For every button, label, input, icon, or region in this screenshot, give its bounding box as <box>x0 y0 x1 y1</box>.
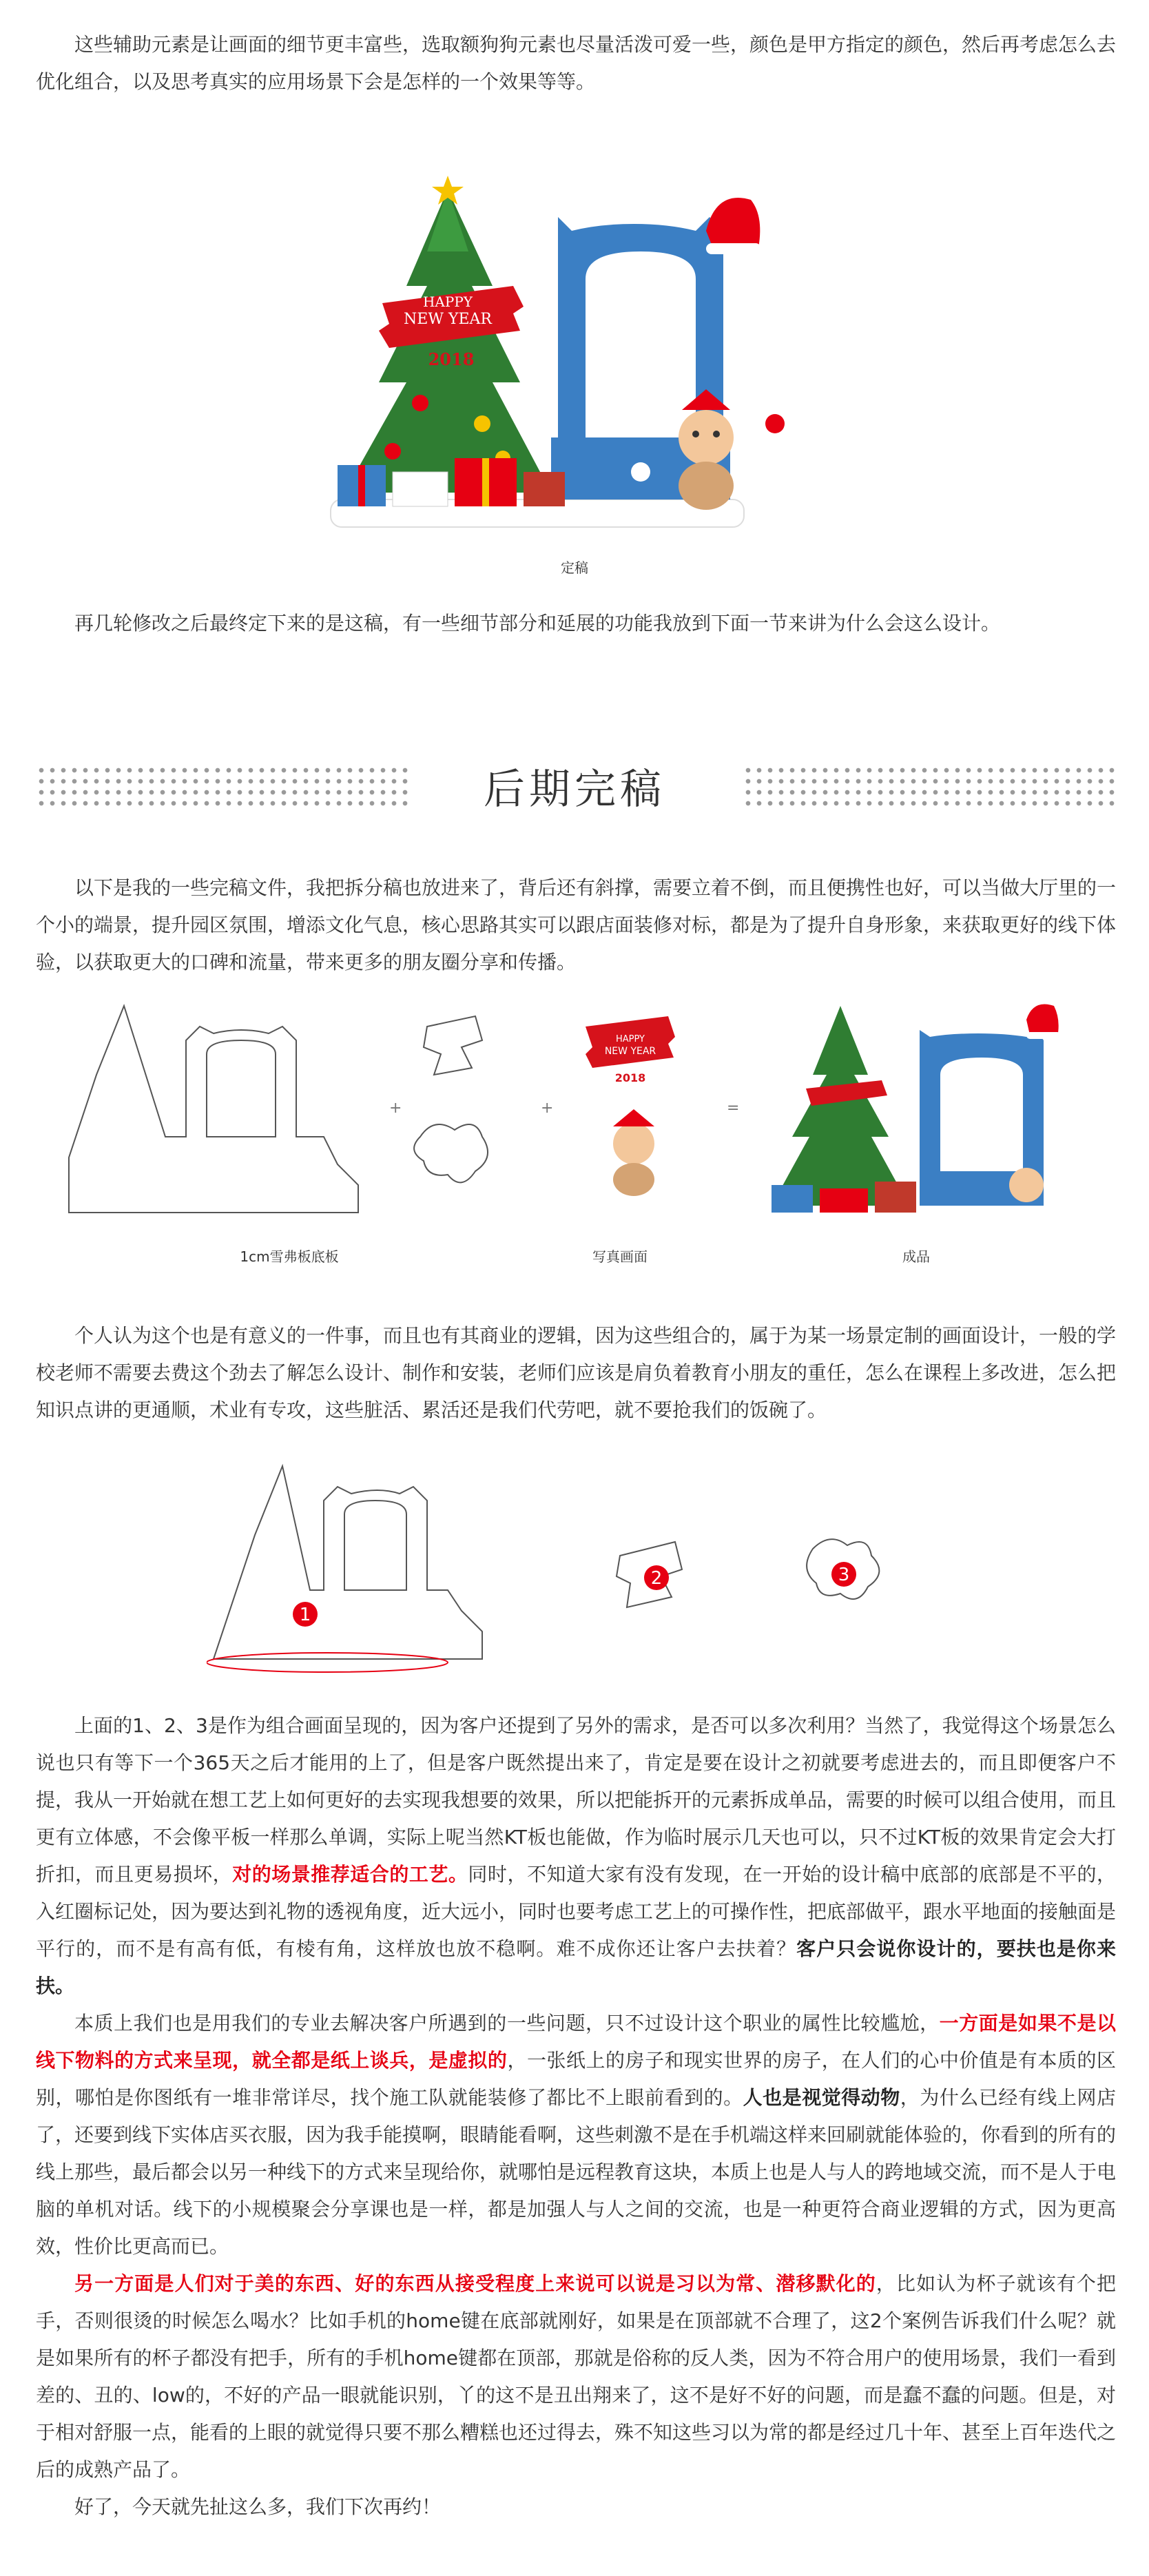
svg-text:HAPPY: HAPPY <box>615 1034 645 1044</box>
board-outline <box>69 1006 358 1213</box>
intro-paragraph: 这些辅助元素是让画面的细节更丰富些，选取额狗狗元素也尽量活泼可爱一些，颜色是甲方指定的颜色，然后再考虑怎么去优化组合，以及思考真实的应用场景下会是怎样的一个效果等等。 <box>36 33 1117 93</box>
paragraph-essence: 本质上我们也是用我们的专业去解决客户所遇到的一些问题，只不过设计这个职业的属性比较尴尬，一方面是如果不是以线下物料的方式来呈现，就全都是纸上谈兵，是虚拟的，一张纸上的房子和现实世界的房子，在人们的心中价值是有本质的区别，哪怕是你图纸有一堆非常详尽，找个施工队就能装修了都比不上眼前看到的。人也是视觉得动物，为什么已经有线上网店了，还要到线下实体店买衣服，因为我手能摸啊，眼睛能看啊，这些刺激不是在手机端这样来回刷就能体验的，你看到的所有的线上那些，最后都会以另一种线下的方式来呈现给你，就哪怕是远程教育这块，本质上也是人与人的跨地域交流，而不是人于电脑的单机对话。线下的小规模聚会分享课也是一样，都是加强人与人之间的交流，也是一种更符合商业逻辑的方式，因为更高效，性价比更高而已。 <box>36 2012 1117 2258</box>
paragraph-business-logic: 个人认为这个也是有意义的一件事，而且也有其商业的逻辑，因为这些组合的，属于为某一场景定制的画面设计，一般的学校老师不需要去费这个劲去了解怎么设计、制作和安装，老师们应该是肩负着教育小朋友的重任，怎么在课程上多改进，怎么把知识点讲的更通顺，术业有专攻，这些脏活、累活还是我们代劳吧，就不要抢我们的饭碗了。 <box>36 1324 1117 1421</box>
christmas-tree-icon <box>344 189 551 493</box>
banner-line-3: 2018 <box>428 349 475 369</box>
paragraph-final-files: 以下是我的一些完稿文件，我把拆分稿也放进来了，背后还有斜撑，需要立着不倒，而且便携性也好，可以当做大厅里的一个小的端景，提升园区氛围，增添文化气息，核心思路其实可以跟店面装修对标，都是为了提升自身形象，来获取更好的线下体验，以获取更大的口碑和流量，带来更多的朋友圈分享和传播。 <box>36 876 1117 973</box>
banner-outline <box>424 1016 482 1075</box>
red-circle-mark <box>207 1653 448 1672</box>
closing-paragraph: 好了，今天就先扯这么多，我们下次再约！ <box>74 2495 442 2518</box>
plus-operator-2: + <box>541 1100 554 1117</box>
equals-operator: = <box>727 1100 740 1117</box>
print-dog <box>613 1109 654 1196</box>
caption-board: 1cm雪弗板底板 <box>240 1248 339 1265</box>
caption-final-draft: 定稿 <box>561 559 588 576</box>
plus-operator-1: + <box>389 1100 402 1117</box>
dog-outline <box>414 1124 488 1182</box>
paragraph-habits: 另一方面是人们对于美的东西、好的东西从接受程度上来说可以说是习以为常、潜移默化的，比如认为杯子就该有个把手，否则很烫的时候怎么喝水？比如手机的home键在底部就刚好，如果是在顶部就不合理了，这2个案例告诉我们什么呢？就是如果所有的杯子都没有把手，所有的手机home键都在顶部，那就是俗称的反人类，因为不符合用户的使用场景，我们一看到差的、丑的、low的，不好的产品一眼就能识别，丫的这不是丑出翔来了，这不是好不好的问题，而是蠢不蠢的问题。但是，对于相对舒服一点，能看的上眼的就觉得只要不那么糟糕也还过得去，殊不知这些习以为常的都是经过几十年、甚至上百年迭代之后的成熟产品了。 <box>36 2272 1117 2481</box>
cartoon-dog-icon <box>679 389 785 510</box>
print-banner <box>586 1016 675 1084</box>
board-outline-numbered <box>214 1466 482 1659</box>
svg-text:1: 1 <box>299 1605 311 1625</box>
product-illustration <box>772 1004 1061 1213</box>
numbered-pieces-diagram <box>207 1459 896 1673</box>
caption-print: 写真画面 <box>592 1248 648 1265</box>
santa-hat-icon <box>706 198 766 262</box>
paragraph-reuse: 上面的1、2、3是作为组合画面呈现的，因为客户还提到了另外的需求，是否可以多次利用？当然了，我觉得这个场景怎么说也只有等下一个365天之后才能用的上了，但是客户既然提出来了，肯定是要在设计之初就要考虑进去的，而且即便客户不提，我从一开始就在想工艺上如何更好的去实现我想要的效果，所以把能拆开的元素拆成单品，需要的时候可以组合使用，而且更有立体感，不会像平板一样那么单调，实际上呢当然KT板也能做，作为临时展示几天也可以，只不过KT板的效果肯定会大打折扣，而且更易损坏，对的场景推荐适合的工艺。同时，不知道大家有没有发现，在一开始的设计稿中底部的底部是不平的，入红圈标记处，因为要达到礼物的透视角度，近大远小，同时也要考虑工艺上的可操作性，把底部做平，跟水平地面的接触面是平行的，而不是有高有低，有棱有角，这样放也放不稳啊。难不成你还让客户去扶着？客户只会说你设计的，要扶也是你来扶。 <box>36 1714 1117 1997</box>
assembly-diagram <box>62 999 1102 1226</box>
svg-text:2018: 2018 <box>614 1071 646 1084</box>
paragraph-final-version: 再几轮修改之后最终定下来的是这稿，有一些细节部分和延展的功能我放到下面一节来讲为什么会这么设计。 <box>74 612 1001 635</box>
section-heading: 后期完稿 <box>484 765 665 814</box>
svg-text:3: 3 <box>838 1565 850 1585</box>
banner-line-2: NEW YEAR <box>404 311 492 328</box>
final-draft-illustration <box>324 176 820 541</box>
caption-product: 成品 <box>902 1248 930 1265</box>
heading-dots-right <box>743 765 1115 809</box>
banner-line-1: HAPPY <box>422 293 473 310</box>
svg-text:2: 2 <box>650 1568 663 1589</box>
svg-text:NEW YEAR: NEW YEAR <box>604 1046 656 1057</box>
